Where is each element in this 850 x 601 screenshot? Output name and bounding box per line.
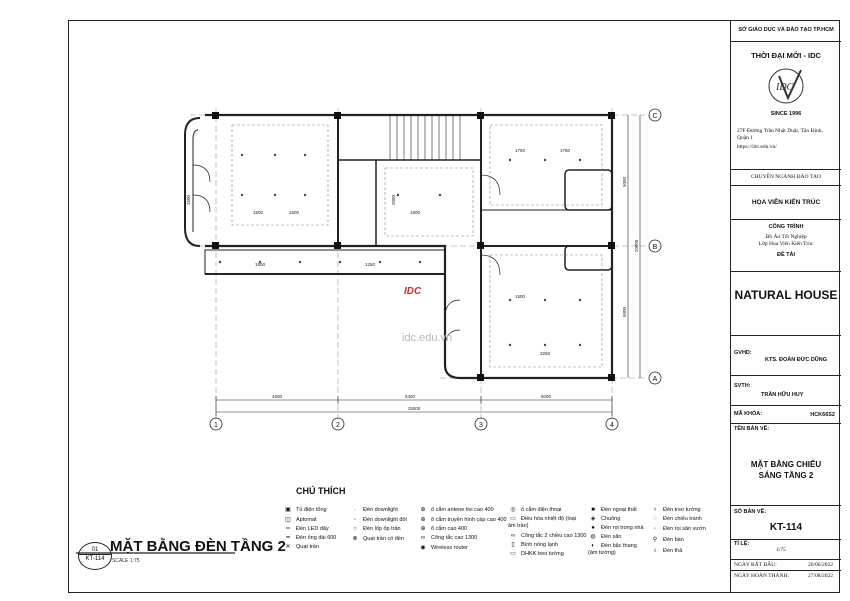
legend-icon: ◫ (285, 517, 291, 523)
legend-item (350, 536, 404, 543)
tb-class-label: MÃ KHÓA: (734, 411, 763, 417)
ceiling-cove-room-1 (232, 125, 328, 225)
balcony-railing (193, 130, 198, 232)
legend-label: Wireless router (431, 545, 468, 551)
tb-scale-label: TỈ LỆ: (734, 541, 750, 547)
dim-label-total: 15000 (407, 406, 421, 411)
room-dim-10: 2000 (391, 194, 396, 206)
idc-logo-icon (761, 66, 811, 106)
legend-label: Công tắc cao 1300 (431, 535, 478, 541)
legend-icon: ▭ (510, 516, 516, 522)
legend-icon: ∞ (510, 533, 516, 539)
legend-item (350, 507, 398, 514)
legend-icon: ◦ (353, 517, 357, 523)
legend-icon: ◦ (653, 526, 657, 532)
dim-label-2: 5400 (404, 394, 416, 399)
drawing-title: MẶT BẰNG ĐÈN TẦNG 2 (110, 538, 286, 555)
drawing-reference-bubble (78, 542, 112, 570)
tb-scale-value: 1/75 (776, 547, 786, 553)
tb-company-name: THỜI ĐẠI MỚI - IDC (751, 51, 821, 60)
legend-icon: ◍ (590, 534, 596, 540)
tb-project-line2: Lớp Họa Viên Kiến Trúc (758, 241, 814, 247)
legend-label: Tủ điện tổng (296, 507, 327, 513)
room-dim-3: 1500 (409, 210, 421, 215)
legend-icon: ∞ (420, 535, 426, 541)
stair (390, 115, 460, 160)
tb-topic-value: NATURAL HOUSE (731, 272, 841, 336)
legend-icon: ♀ (652, 507, 658, 513)
tb-major-value: HỌA VIÊN KIẾN TRÚC (731, 186, 841, 220)
tb-start-label: NGÀY BẮT ĐẦU: (734, 562, 777, 568)
legend-item (588, 525, 644, 532)
legend-item (508, 551, 564, 558)
grid-label-4: 4 (610, 422, 614, 429)
room-dim-5: 1750 (559, 148, 571, 153)
title-block (730, 20, 840, 593)
legend-item (418, 545, 468, 552)
tb-start-value: 20/06/2022 (807, 562, 833, 568)
legend-item (283, 507, 327, 514)
tb-drawing-label: TÊN BẢN VẼ: (734, 426, 770, 432)
dim-right-label-2: 5000 (622, 306, 627, 318)
tb-end-value: 27/08/2022 (807, 573, 833, 579)
legend-icon: ▣ (285, 507, 291, 513)
grid-label-3: 3 (479, 422, 483, 429)
legend-icon: ▭ (510, 551, 516, 557)
legend-item (508, 533, 586, 540)
dim-label-3: 5000 (540, 394, 552, 399)
legend-icon: ✕ (285, 544, 291, 550)
legend-icon: ■ (591, 507, 595, 513)
legend-icon: ⊕ (420, 507, 426, 513)
legend-icon: ◉ (420, 545, 426, 551)
tb-gvhd-value: KTS. ĐOÀN ĐỨC DŨNG (765, 357, 828, 363)
ceiling-cove-room-3 (490, 125, 602, 205)
legend-item (508, 516, 578, 530)
grid-label-a: A (652, 376, 658, 383)
tb-end-label: NGÀY HOÀN THÀNH: (734, 573, 789, 579)
drawing-scale-note: SCALE 1:75 (112, 558, 140, 564)
legend-label: Đèn lốp ốp trần (363, 526, 401, 532)
tb-start-row (731, 560, 841, 571)
dim-right-label-1: 5000 (622, 176, 627, 188)
legend-label: Chuông (601, 516, 621, 522)
legend-icon: ● (591, 525, 595, 531)
legend-item (650, 548, 682, 555)
legend-item (588, 507, 637, 514)
legend-item (418, 507, 494, 514)
legend-label: Điều hòa nhiệt độ (loại âm trần) (508, 516, 577, 529)
tb-svth-label: SVTH: (734, 383, 751, 389)
tb-class-value: HCK66S2 (810, 412, 835, 418)
bathroom-block-upper (565, 170, 612, 210)
legend-label: Quạt trần có đèn (363, 536, 404, 542)
dim-right-label-total: 10000 (634, 239, 639, 253)
legend-icon: ⊕ (420, 517, 426, 523)
legend-label: Aptomat (296, 517, 317, 523)
bathroom-block-lower (565, 246, 612, 270)
legend-icon: · (354, 507, 356, 513)
tb-end-row (731, 571, 841, 592)
tb-ministry: SỞ GIÁO DỤC VÀ ĐÀO TẠO TP.HCM (731, 20, 841, 42)
room-dim-7: 1500 (254, 262, 266, 267)
room-dim-8: 3250 (539, 351, 551, 356)
tb-drawing-name-row (731, 424, 841, 506)
legend-item (588, 534, 622, 541)
legend-icon: ◌ (653, 516, 657, 522)
tb-svth-row (731, 376, 841, 406)
grid-label-b: B (652, 244, 658, 251)
legend-item (650, 537, 684, 544)
legend-title: CHÚ THÍCH (296, 486, 346, 496)
legend-label: Công tắc 2 chiều cao 1300 (521, 533, 587, 539)
door-swing-1 (193, 165, 210, 182)
legend-item (283, 544, 319, 551)
legend-icon: ═ (285, 526, 291, 532)
tb-project-block (731, 220, 841, 272)
legend-label: Đèn sân (601, 534, 622, 540)
legend-item (650, 516, 702, 523)
legend-icon: ○ (353, 526, 357, 532)
legend-label: DHKK treo tường (521, 551, 564, 557)
room-dim-4: 1750 (514, 148, 526, 153)
legend-label: Đèn bàn (663, 537, 684, 543)
ceiling-cove-room-2 (385, 168, 473, 236)
legend-icon: ⊗ (352, 536, 358, 542)
tb-since: SINCE 1996 (770, 111, 802, 117)
legend-item (283, 535, 336, 542)
legend-item (588, 543, 646, 557)
legend-label: Đèn rọi sân vườn (663, 526, 706, 532)
tb-sheet-value: KT-114 (769, 522, 803, 533)
legend-item (283, 517, 316, 524)
idc-logo-text: IDC (776, 82, 794, 93)
room-dim-6: 1250 (364, 262, 376, 267)
legend-item (418, 526, 467, 533)
legend-label: Đèn ngoại thất (601, 507, 637, 513)
grid-label-c: C (652, 113, 658, 120)
tb-company-block (731, 42, 841, 170)
drawing-number: 01 (91, 547, 99, 553)
legend-icon: ♁ (652, 548, 658, 554)
drawing-sheet-ref: KT-114 (79, 554, 111, 562)
door-swing-3 (481, 175, 500, 195)
legend-item (283, 526, 329, 533)
legend-icon: ◎ (510, 507, 516, 513)
legend-label: ổ cắm truyền hình cáp cao 400 (431, 517, 507, 523)
tb-major-label: CHUYÊN NGÀNH ĐÀO TẠO (731, 170, 841, 186)
tb-project-label: CÔNG TRÌNH (768, 224, 804, 230)
legend-item (588, 516, 620, 523)
tb-website: https://idc.edu.vn/ (737, 144, 777, 150)
legend-icon: ⊕ (420, 526, 426, 532)
legend-item (350, 517, 407, 524)
tb-class-row (731, 406, 841, 424)
legend-label: ổ cắm điện thoại (521, 507, 562, 513)
legend-label: Đèn rọi trong nhà (601, 525, 644, 531)
tb-project-line1: Đồ Án Tốt Nghiệp (765, 234, 807, 240)
legend-label: Đèn chiếu tranh (663, 516, 702, 522)
legend-label: Quạt trần (296, 544, 319, 550)
legend-icon: ▯ (511, 542, 515, 548)
legend-item (350, 526, 401, 533)
legend-label: Đèn treo tường (663, 507, 701, 513)
tb-topic-label: ĐỀ TÀI (776, 252, 796, 258)
tb-sheet-row (731, 506, 841, 540)
tb-svth-value: TRẦN HỮU HUY (761, 392, 804, 398)
legend-item (508, 507, 561, 514)
legend-label: Đèn downlight đôi (363, 517, 407, 523)
tb-sheet-label: SỐ BẢN VẼ: (734, 509, 767, 515)
tb-scale-row (731, 540, 841, 560)
tb-gvhd-label: GVHD: (734, 350, 752, 356)
legend-item (650, 507, 701, 514)
tb-drawing-value: MẶT BẰNG CHIẾU SÁNG TẦNG 2 (750, 460, 822, 480)
balcony-strip (205, 250, 445, 274)
legend-label: Đèn downlight (363, 507, 398, 513)
legend-label: ổ cắm antene tivi cao 400 (431, 507, 494, 513)
legend-icon: ◐ (591, 543, 595, 549)
door-swing-2 (193, 195, 210, 212)
room-dim-9: 1500 (514, 294, 526, 299)
legend-item (508, 542, 558, 549)
legend-icon: ⚲ (652, 537, 658, 543)
watermark-text: idc.edu.vn (402, 332, 453, 344)
legend-item (650, 526, 706, 533)
legend-item (418, 535, 477, 542)
watermark-logo: IDC (404, 286, 422, 297)
door-swing-5 (445, 300, 460, 318)
legend-icon: ◈ (590, 516, 596, 522)
legend-label: Đèn LED dây (296, 526, 329, 532)
legend-icon: ━ (286, 535, 290, 541)
room-dim-11: 1500 (186, 194, 191, 206)
room-dim-1: 1500 (252, 210, 264, 215)
door-swing-4 (481, 255, 500, 275)
legend-label: Đèn bậc thang (âm tường) (588, 543, 637, 556)
legend-label: Bình nóng lạnh (521, 542, 559, 548)
dim-label-1: 4600 (271, 394, 283, 399)
legend-label: ổ cắm cao 400 (431, 526, 468, 532)
tb-address: 27F Đường Trần Nhật Duật, Tân Định, Quận 1 (737, 128, 823, 141)
legend-label: Đèn ống dài 600 (296, 535, 337, 541)
grid-label-1: 1 (214, 422, 218, 429)
tb-gvhd-row (731, 336, 841, 376)
legend-label: Đèn thả (663, 548, 683, 554)
grid-label-2: 2 (336, 422, 340, 429)
room-dim-2: 1500 (288, 210, 300, 215)
legend-item (418, 517, 507, 524)
